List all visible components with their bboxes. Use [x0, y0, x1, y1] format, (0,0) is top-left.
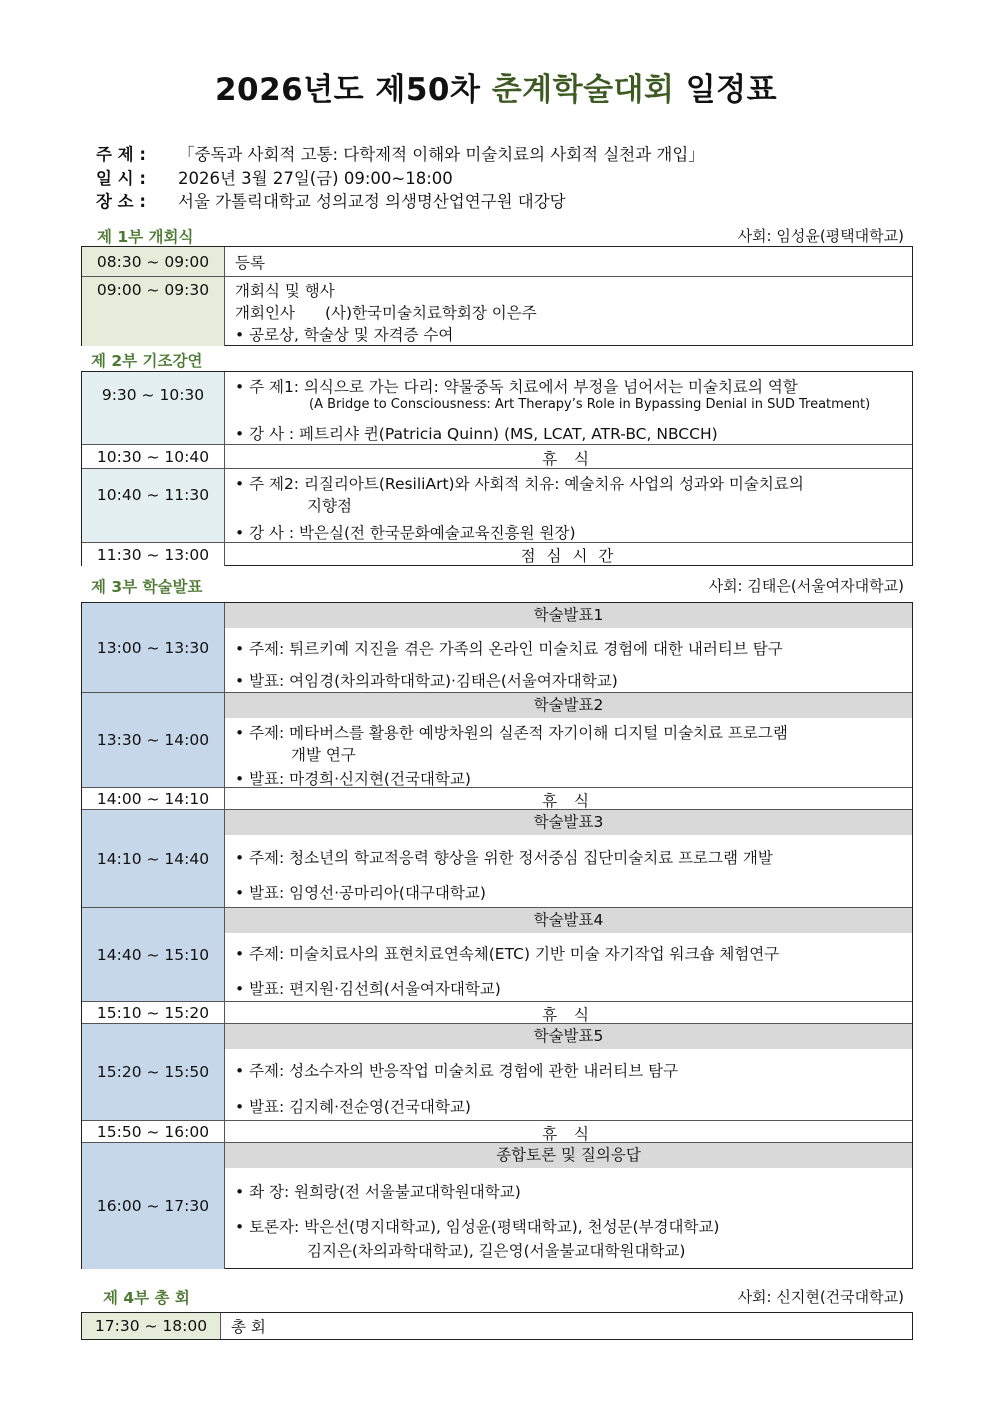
- part1-title: 제 1부 개회식: [97, 228, 194, 246]
- session-header: 학술발표1: [225, 603, 912, 628]
- break-label: 휴 식: [542, 792, 595, 810]
- row-text: 지향점: [307, 497, 352, 515]
- info-venue-label: 장 소 :: [96, 192, 146, 211]
- row-text: • 주제: 메타버스를 활용한 예방차원의 실존적 자기이해 디지털 미술치료 프로그램: [235, 724, 788, 742]
- row-text: • 강 사 : 박은실(전 한국문화예술교육진흥원 원장): [235, 524, 576, 542]
- title-suffix: 일정표: [674, 72, 778, 108]
- part1-mc: 사회: 임성윤(평택대학교): [737, 227, 904, 245]
- table-row: [82, 1142, 912, 1269]
- row-text: • 주 제1: 의식으로 가는 다리: 약물중독 치료에서 부정을 넘어서는 미술치료의 역할: [235, 378, 798, 396]
- row-text: • 좌 장: 원희랑(전 서울불교대학원대학교): [235, 1183, 521, 1201]
- row-text: • 주제: 성소수자의 반응작업 미술치료 경험에 관한 내러티브 탐구: [235, 1062, 679, 1080]
- row-text: • 주제: 튀르키예 지진을 겪은 가족의 온라인 미술치료 경험에 대한 내러티브 탐구: [235, 640, 783, 658]
- row-text: 김지은(차의과학대학교), 길은영(서울불교대학원대학교): [307, 1242, 686, 1260]
- part3-mc: 사회: 김태은(서울여자대학교): [708, 577, 904, 595]
- row-text: • 주 제2: 리질리아트(ResiliArt)와 사회적 치유: 예술치유 사업의 성과와 미술치료의: [235, 475, 804, 493]
- info-date-label: 일 시 :: [96, 169, 146, 188]
- session-header: 학술발표5: [225, 1024, 912, 1049]
- time-cell: 08:30 ~ 09:00: [82, 247, 225, 276]
- row-text: • 발표: 편지원·김선희(서울여자대학교): [235, 980, 501, 998]
- part1-table: [81, 246, 913, 346]
- time-cell: 13:00 ~ 13:30: [82, 603, 225, 692]
- info-topic-label: 주 제 :: [96, 145, 146, 164]
- time-cell: 16:00 ~ 17:30: [82, 1143, 225, 1269]
- time-cell: 15:50 ~ 16:00: [82, 1121, 225, 1142]
- table-row: [82, 603, 912, 692]
- row-text: • 공로상, 학술상 및 자격증 수여: [235, 326, 454, 344]
- session-header: 종합토론 및 질의응답: [225, 1143, 912, 1168]
- part2-title: 제 2부 기조강연: [91, 352, 203, 370]
- table-row: [82, 276, 912, 346]
- time-cell: 15:10 ~ 15:20: [82, 1002, 225, 1023]
- row-text: • 강 사 : 페트리샤 퀸(Patricia Quinn) (MS, LCAT, ATR-BC, NBCCH): [235, 425, 718, 443]
- row-text: (사)한국미술치료학회장 이은주: [325, 304, 537, 322]
- table-row: [82, 692, 912, 787]
- part4-table: [81, 1312, 913, 1340]
- time-cell: 13:30 ~ 14:00: [82, 693, 225, 787]
- session-header: 학술발표3: [225, 810, 912, 835]
- part4-mc: 사회: 신지현(건국대학교): [737, 1288, 904, 1306]
- row-text: 등록: [235, 254, 265, 272]
- time-cell: 11:30 ~ 13:00: [82, 543, 225, 566]
- row-text: • 발표: 김지혜·전순영(건국대학교): [235, 1098, 471, 1116]
- time-cell: 09:00 ~ 09:30: [82, 277, 225, 346]
- row-text: 개회식 및 행사: [235, 282, 335, 300]
- break-label: 휴 식: [542, 450, 595, 468]
- info-date: [96, 165, 453, 189]
- table-row: [82, 444, 912, 468]
- table-row: [82, 542, 912, 566]
- break-label: 휴 식: [542, 1125, 595, 1143]
- time-cell: 15:20 ~ 15:50: [82, 1024, 225, 1120]
- time-cell: 14:00 ~ 14:10: [82, 788, 225, 809]
- table-row: [82, 372, 912, 444]
- info-topic-value: 「중독과 사회적 고통: 다학제적 이해와 미술치료의 사회적 실천과 개입」: [178, 145, 705, 164]
- table-row: [82, 1023, 912, 1120]
- row-text: 개발 연구: [291, 746, 356, 764]
- time-cell: 14:40 ~ 15:10: [82, 908, 225, 1001]
- row-text: • 주제: 청소년의 학교적응력 향상을 위한 정서중심 집단미술치료 프로그램 개발: [235, 849, 773, 867]
- row-text: • 발표: 임영선·공마리아(대구대학교): [235, 884, 486, 902]
- row-text: • 발표: 여임경(차의과학대학교)·김태은(서울여자대학교): [235, 672, 618, 690]
- break-label: 휴 식: [542, 1006, 595, 1024]
- part3-title: 제 3부 학술발표: [91, 578, 203, 596]
- table-row: [82, 247, 912, 276]
- table-row: [82, 468, 912, 542]
- table-row: [82, 787, 912, 809]
- time-cell: 10:30 ~ 10:40: [82, 445, 225, 468]
- info-venue-value: 서울 가톨릭대학교 성의교정 의생명산업연구원 대강당: [178, 192, 566, 211]
- table-row: [82, 1001, 912, 1023]
- row-text: • 토론자: 박은선(명지대학교), 임성윤(평택대학교), 천성문(부경대학교): [235, 1218, 720, 1236]
- table-row: [82, 907, 912, 1001]
- info-venue: [96, 188, 566, 212]
- time-cell: 17:30 ~ 18:00: [82, 1313, 221, 1339]
- time-cell: 10:40 ~ 11:30: [82, 469, 225, 542]
- session-header: 학술발표4: [225, 908, 912, 933]
- table-row: [82, 1313, 912, 1339]
- page-title: [0, 64, 992, 109]
- info-date-value: 2026년 3월 27일(금) 09:00~18:00: [178, 169, 453, 188]
- lunch-label: 점 심 시 간: [520, 547, 617, 565]
- part4-title: 제 4부 총 회: [103, 1289, 190, 1307]
- info-topic: [96, 141, 705, 165]
- table-row: [82, 1120, 912, 1142]
- row-text: • 주제: 미술치료사의 표현치료연속체(ETC) 기반 미술 자기작업 워크숍 체험연구: [235, 945, 780, 963]
- row-text: • 발표: 마경희·신지현(건국대학교): [235, 770, 471, 788]
- row-text: 총 회: [231, 1318, 266, 1336]
- part3-table: [81, 602, 913, 1269]
- row-text: 개회인사: [235, 304, 295, 322]
- table-row: [82, 809, 912, 907]
- time-cell: 14:10 ~ 14:40: [82, 810, 225, 907]
- title-prefix: 2026년도 제50차: [214, 72, 492, 108]
- time-cell: 9:30 ~ 10:30: [82, 372, 225, 444]
- title-highlight: 춘계학술대회: [491, 72, 675, 108]
- part2-table: [81, 371, 913, 566]
- row-text: (A Bridge to Consciousness: Art Therapy’s Role in Bypassing Denial in SUD Treatment): [309, 397, 871, 412]
- session-header: 학술발표2: [225, 693, 912, 718]
